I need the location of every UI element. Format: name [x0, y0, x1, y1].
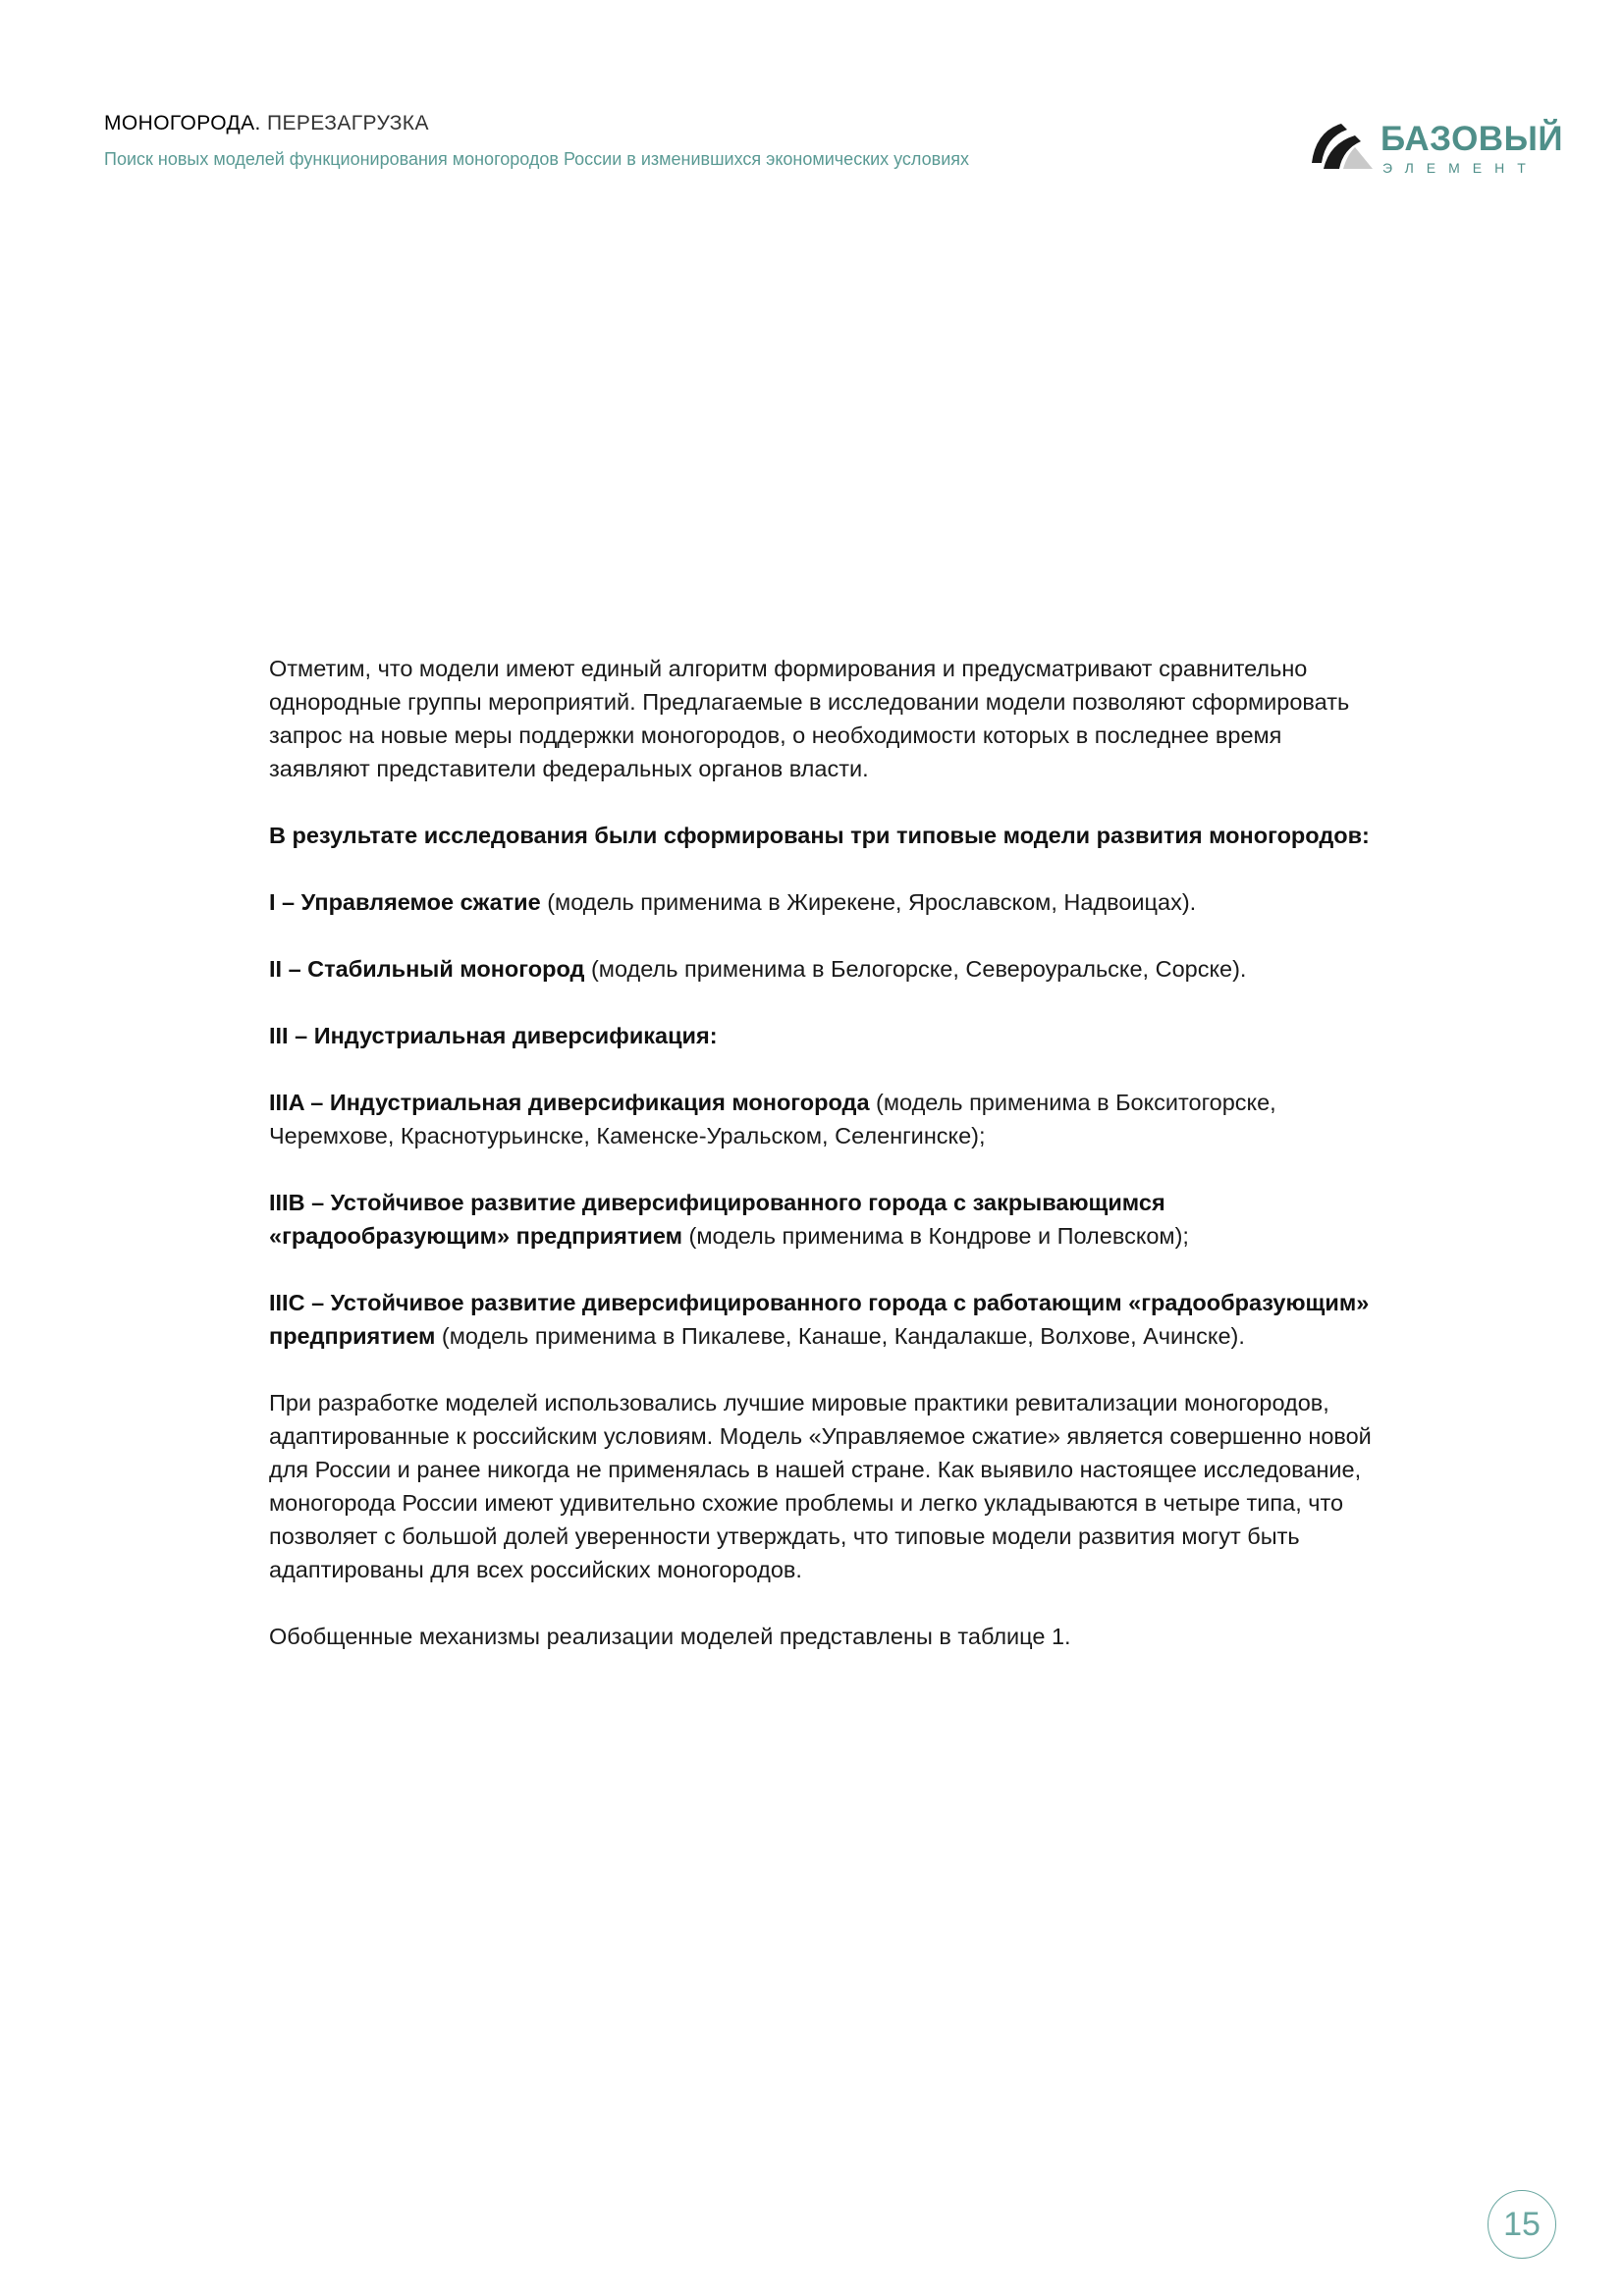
document-subtitle: Поиск новых моделей функционирования моногородов России в изменившихся экономических условиях — [104, 149, 969, 169]
result-heading: В результате исследования были сформированы три типовые модели развития моногородов: — [269, 823, 1370, 848]
model-3c-text: (модель применима в Пикалеве, Канаше, Кандалакше, Волхове, Ачинске). — [435, 1323, 1245, 1349]
summary-paragraph: Обобщенные механизмы реализации моделей представлены в таблице 1. — [269, 1624, 1071, 1649]
document-title — [104, 110, 1282, 137]
model-3a-text: (модель применима в Бокситогорске, Черемхове, Краснотурьинске, Каменске-Уральском, Селенгинске); — [269, 1090, 1276, 1148]
model-3a-paragraph — [269, 1086, 1379, 1152]
intro-paragraph: Отметим, что модели имеют единый алгоритм формирования и предусматривают сравнительно однородные группы мероприятий. Предлагаемые в исследовании модели позволяют сформировать запрос на новые меры поддержки моногородов, о необходимости которых в последнее время заявляют представители федеральных органов власти. — [269, 656, 1350, 781]
logo-subtext: ЭЛЕМЕНТ — [1382, 160, 1539, 176]
model-1-text: (модель применима в Жирекене, Ярославском, Надвоицах). — [540, 889, 1197, 915]
basic-element-logo-mark-icon — [1310, 124, 1375, 173]
document-title-rest: ПЕРЕЗАГРУЗКА — [260, 112, 429, 134]
company-logo — [1310, 120, 1563, 179]
model-3a-title: IIIA – Индустриальная диверсификация моногорода — [269, 1090, 870, 1115]
main-content — [269, 652, 1379, 1686]
document-title-main: МОНОГОРОДА. — [104, 112, 261, 134]
practices-paragraph: При разработке моделей использовались лучшие мировые практики ревитализации моногородов, адаптированные к российским условиям. Модель «Управляемое сжатие» является совершенно новой для России и ранее никогда не применялась в нашей стране. Как выявило настоящее исследование, моногорода России имеют удивительно схожие проблемы и легко укладываются в четыре типа, что позволяет с большой долей уверенности утверждать, что типовые модели развития могут быть адаптированы для всех российских моногородов. — [269, 1390, 1372, 1582]
logo-wordmark: БАЗОВЫЙ — [1380, 120, 1563, 158]
page-number: 15 — [1488, 2190, 1556, 2259]
model-3b-paragraph — [269, 1186, 1379, 1253]
model-3b-title: IIIB – Устойчивое развитие диверсифицированного города с закрывающимся «градообразующим» предприятием — [269, 1190, 1165, 1249]
result-heading-paragraph — [269, 819, 1379, 852]
model-2-text: (модель применима в Белогорске, Североуральске, Сорске). — [584, 956, 1247, 982]
model-1-paragraph — [269, 885, 1379, 919]
model-1-title: I – Управляемое сжатие — [269, 889, 541, 915]
model-3b-text: (модель применима в Кондрове и Полевском); — [681, 1223, 1189, 1249]
model-3-paragraph — [269, 1019, 1379, 1052]
model-2-title: II – Стабильный моногород — [269, 956, 585, 982]
page-header — [104, 110, 1282, 171]
model-2-paragraph — [269, 952, 1379, 986]
model-3c-paragraph — [269, 1286, 1379, 1353]
model-3c-title: IIIC – Устойчивое развитие диверсифицированного города с работающим «градообразующим» предприятием — [269, 1290, 1370, 1349]
model-3-title: III – Индустриальная диверсификация: — [269, 1023, 718, 1048]
